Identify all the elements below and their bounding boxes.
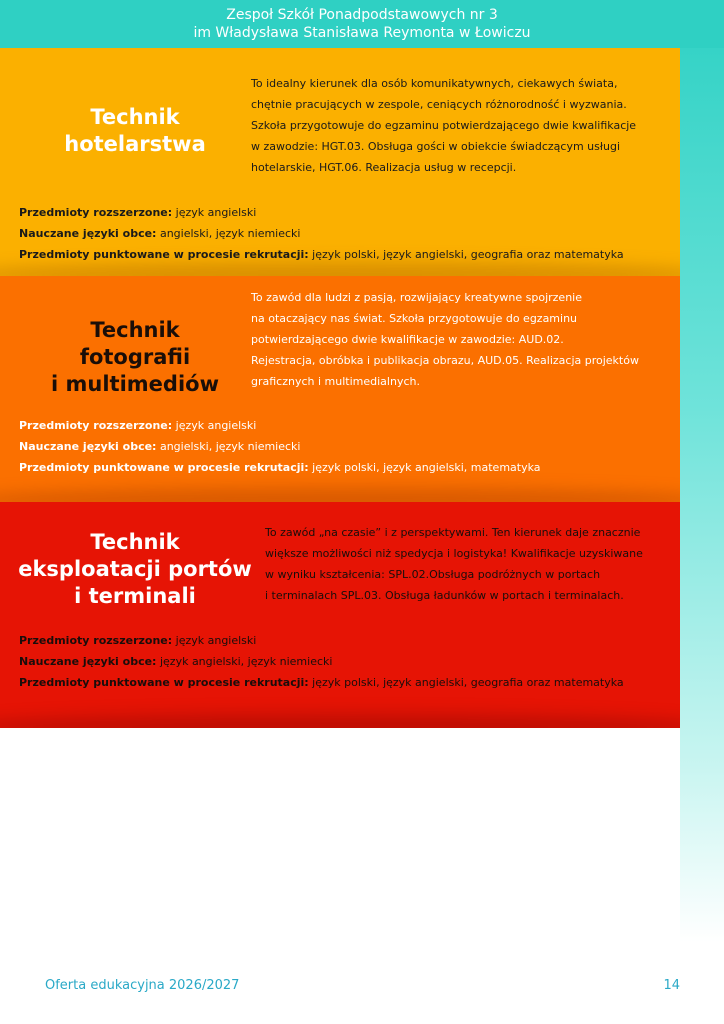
description-line: To zawód dla ludzi z pasją, rozwijający kreatywne spojrzenie xyxy=(251,291,582,304)
program-title-line: i terminali xyxy=(74,584,196,608)
extended-subjects-value: język angielski xyxy=(172,634,257,647)
foreign-languages xyxy=(19,436,541,457)
description-line: To idealny kierunek dla osób komunikatywnych, ciekawych świata, xyxy=(251,77,618,90)
program-title-line: fotografii xyxy=(79,345,191,369)
description-line: To zawód „na czasie” i z perspektywami. Ten kierunek daje znacznie xyxy=(265,526,641,539)
program-title-line: Technik xyxy=(90,105,180,129)
program-info xyxy=(19,202,624,265)
description-line: większe możliwości niż spedycja i logistyka! Kwalifikacje uzyskiwane xyxy=(265,547,643,560)
foreign-languages xyxy=(19,651,624,672)
program-title-line: hotelarstwa xyxy=(64,132,206,156)
extended-subjects-label: Przedmioty rozszerzone: xyxy=(19,419,173,432)
scored-subjects xyxy=(19,672,624,693)
description-line: i terminalach SPL.03. Obsługa ładunków w portach i terminalach. xyxy=(265,589,624,602)
scored-subjects xyxy=(19,244,624,265)
description-line: Szkoła przygotowuje do egzaminu potwierdzającego dwie kwalifikacje xyxy=(251,119,637,132)
description-line: potwierdzającego dwie kwalifikacje w zawodzie: AUD.02. xyxy=(251,333,564,346)
description-line: Rejestracja, obróbka i publikacja obrazu, AUD.05. Realizacja projektów xyxy=(251,354,639,367)
page-header xyxy=(0,0,724,48)
description-line: w wyniku kształcenia: SPL.02.Obsługa podróżnych w portach xyxy=(265,568,601,581)
program-info xyxy=(19,630,624,693)
foreign-languages-label: Nauczane języki obce: xyxy=(19,655,157,668)
decorative-gradient-strip xyxy=(680,0,724,1024)
scored-subjects xyxy=(19,457,541,478)
program-section-portow xyxy=(0,502,680,728)
scored-subjects-value: język polski, język angielski, geografia oraz matematyka xyxy=(308,248,624,261)
scored-subjects-label: Przedmioty punktowane w procesie rekrutacji: xyxy=(19,461,309,474)
program-title-line: Technik xyxy=(90,530,180,554)
description-line: na otaczający nas świat. Szkoła przygotowuje do egzaminu xyxy=(251,312,578,325)
program-title xyxy=(30,104,240,158)
program-section-hotelarstwa xyxy=(0,48,680,276)
school-name-line1: Zespoł Szkół Ponadpodstawowych nr 3 xyxy=(226,7,498,23)
extended-subjects-label: Przedmioty rozszerzone: xyxy=(19,634,173,647)
footer-offer-label: Oferta edukacyjna 2026/2027 xyxy=(45,978,240,993)
section-shadow xyxy=(0,714,680,728)
extended-subjects-value: język angielski xyxy=(172,206,257,219)
foreign-languages-label: Nauczane języki obce: xyxy=(19,227,157,240)
description-line: hotelarskie, HGT.06. Realizacja usług w recepcji. xyxy=(251,161,517,174)
program-title-line: Technik xyxy=(90,318,180,342)
school-name-line2: im Władysława Stanisława Reymonta w Łowiczu xyxy=(193,25,531,41)
scored-subjects-value: język polski, język angielski, matematyka xyxy=(308,461,541,474)
program-section-fotografii xyxy=(0,276,680,502)
program-title-line: eksploatacji portów xyxy=(18,557,252,581)
description-line: w zawodzie: HGT.03. Obsługa gości w obiekcie świadczącym usługi xyxy=(251,140,620,153)
extended-subjects-value: język angielski xyxy=(172,419,257,432)
scored-subjects-value: język polski, język angielski, geografia oraz matematyka xyxy=(308,676,624,689)
section-shadow xyxy=(0,488,680,502)
extended-subjects-label: Przedmioty rozszerzone: xyxy=(19,206,173,219)
program-info xyxy=(19,415,541,478)
program-title-line: i multimediów xyxy=(51,372,219,396)
program-description xyxy=(251,287,639,392)
program-description xyxy=(265,522,643,606)
foreign-languages-label: Nauczane języki obce: xyxy=(19,440,157,453)
program-title xyxy=(15,529,255,610)
program-description xyxy=(251,73,636,178)
page-number: 14 xyxy=(663,978,680,993)
extended-subjects xyxy=(19,202,624,223)
foreign-languages xyxy=(19,223,624,244)
scored-subjects-label: Przedmioty punktowane w procesie rekrutacji: xyxy=(19,248,309,261)
description-line: graficznych i multimedialnych. xyxy=(251,375,420,388)
foreign-languages-value: język angielski, język niemiecki xyxy=(156,655,333,668)
program-title xyxy=(30,317,240,398)
scored-subjects-label: Przedmioty punktowane w procesie rekrutacji: xyxy=(19,676,309,689)
foreign-languages-value: angielski, język niemiecki xyxy=(156,227,301,240)
description-line: chętnie pracujących w zespole, ceniących różnorodność i wyzwania. xyxy=(251,98,627,111)
extended-subjects xyxy=(19,630,624,651)
extended-subjects xyxy=(19,415,541,436)
foreign-languages-value: angielski, język niemiecki xyxy=(156,440,301,453)
